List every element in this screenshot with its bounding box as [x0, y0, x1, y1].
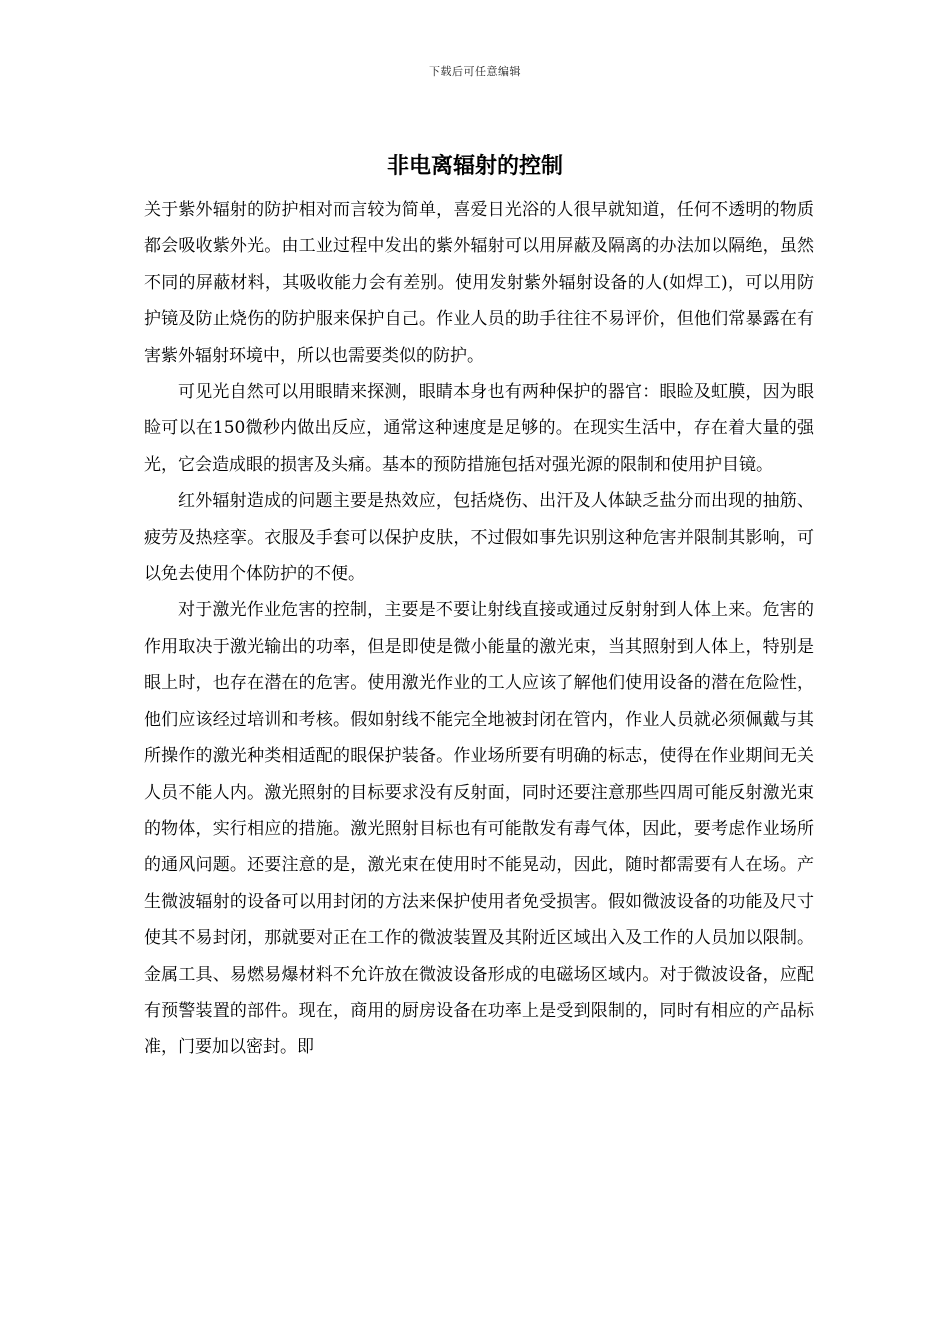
page-header-note: 下载后可任意编辑	[429, 65, 521, 78]
document-body	[144, 192, 814, 1066]
paragraph-laser-microwave: 对于激光作业危害的控制，主要是不要让射线直接或通过反射射到人体上来。危害的作用取决于激光输出的功率，但是即使是微小能量的激光束，当其照射到人体上，特别是眼上时，也存在潜在的危害。使用激光作业的工人应该了解他们使用设备的潜在危险性，他们应该经过培训和考核。假如射线不能完全地被封闭在管内，作业人员就必须佩戴与其所操作的激光种类相适配的眼保护装备。作业场所要有明确的标志，使得在作业期间无关人员不能人内。激光照射的目标要求没有反射面，同时还要注意那些四周可能反射激光束的物体，实行相应的措施。激光照射目标也有可能散发有毒气体，因此，要考虑作业场所的通风问题。还要注意的是，激光束在使用时不能晃动，因此，随时都需要有人在场。产生微波辐射的设备可以用封闭的方法来保护使用者免受损害。假如微波设备的功能及尺寸使其不易封闭，那就要对正在工作的微波装置及其附近区域出入及工作的人员加以限制。金属工具、易燃易爆材料不允许放在微波设备形成的电磁场区域内。对于微波设备，应配有预警装置的部件。现在，商用的厨房设备在功率上是受到限制的，同时有相应的产品标准，门要加以密封。即	[144, 600, 814, 1058]
document-title: 非电离辐射的控制	[386, 154, 563, 179]
paragraph-ultraviolet: 关于紫外辐射的防护相对而言较为简单，喜爱日光浴的人很早就知道，任何不透明的物质都会吸收紫外光。由工业过程中发出的紫外辐射可以用屏蔽及隔离的办法加以隔绝，虽然不同的屏蔽材料，其吸收能力会有差别。使用发射紫外辐射设备的人(如焊工)，可以用防护镜及防止烧伤的防护服来保护自己。作业人员的助手往往不易评价，但他们常暴露在有害紫外辐射环境中，所以也需要类似的防护。	[144, 200, 814, 366]
paragraph-visible-light: 可见光自然可以用眼睛来探测，眼睛本身也有两种保护的器官：眼睑及虹膜，因为眼睑可以在150微秒内做出反应，通常这种速度是足够的。在现实生活中，存在着大量的强光，它会造成眼的损害及头痛。基本的预防措施包括对强光源的限制和使用护目镜。	[144, 382, 814, 475]
paragraph-infrared: 红外辐射造成的问题主要是热效应，包括烧伤、出汗及人体缺乏盐分而出现的抽筋、疲劳及热痉挛。衣服及手套可以保护皮肤，不过假如事先识别这种危害并限制其影响，可以免去使用个体防护的不便。	[144, 491, 814, 585]
